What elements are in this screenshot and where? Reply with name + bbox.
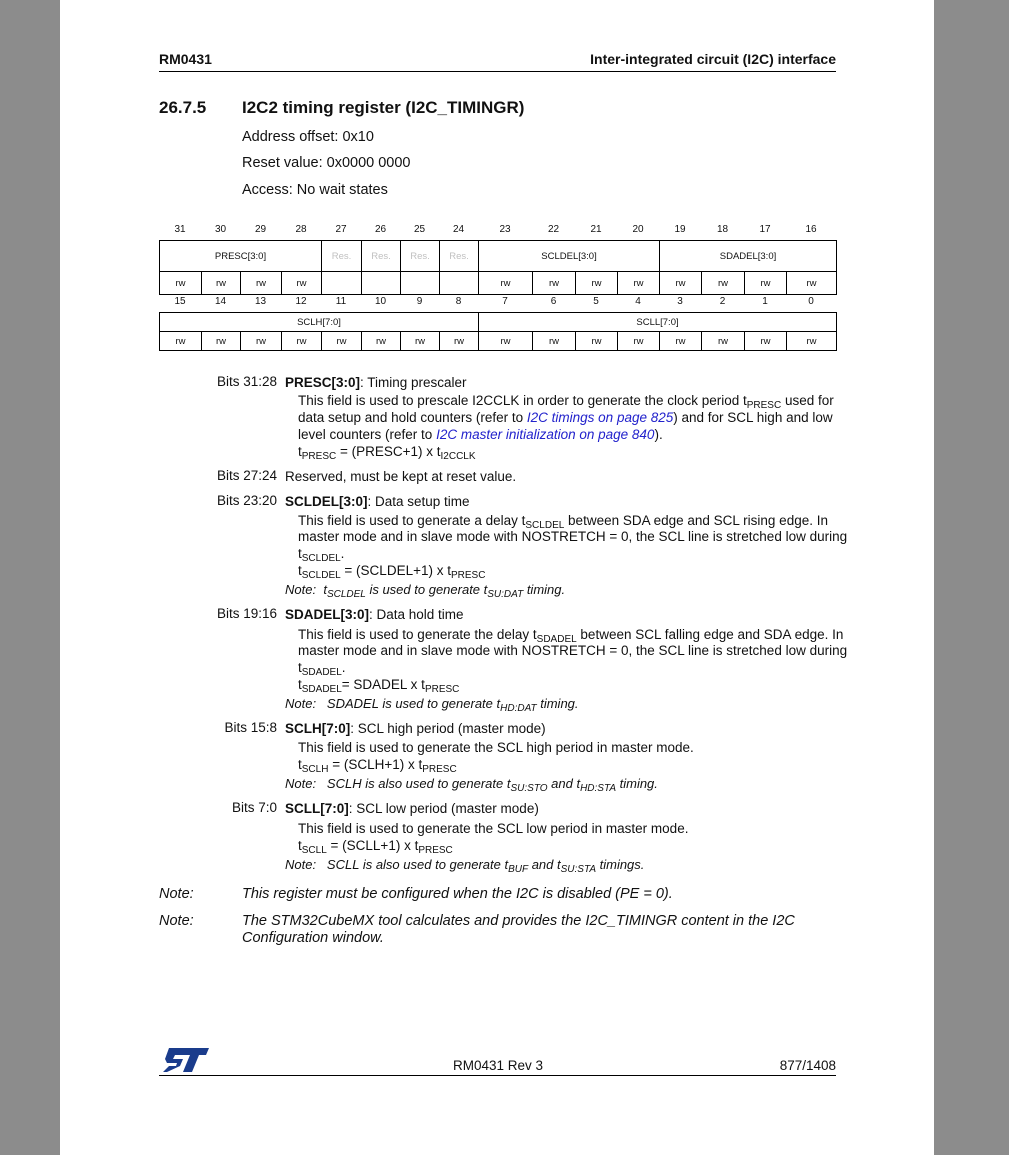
- bit-number: 8: [455, 296, 462, 307]
- note-text-1: This register must be configured when the I2C is disabled (PE = 0).: [242, 886, 673, 902]
- bit-number: 21: [590, 224, 602, 235]
- access-cell: rw: [201, 271, 241, 295]
- register-field: SCLH[7:0]: [159, 312, 479, 332]
- access-cell: rw: [439, 331, 479, 351]
- bit-number: 15: [174, 296, 186, 307]
- presc-desc-line1: This field is used to prescale I2CCLK in order to generate the clock period $t_{PRESC}$ used for: [298, 393, 834, 411]
- sclh-note: Note: SCLH is also used to generate $t_{SU:STO}$ and $t_{HD:STA}$ timing.: [285, 776, 658, 794]
- bit-number: 28: [295, 224, 307, 235]
- access-cell: rw: [281, 271, 322, 295]
- access-cell: rw: [532, 331, 576, 351]
- bits-label-reserved: Bits 27:24: [216, 468, 277, 483]
- footer-doc-rev: RM0431 Rev 3: [453, 1058, 544, 1073]
- access-cell: rw: [478, 331, 533, 351]
- field-title-scldel: SCLDEL[3:0]: Data setup time: [285, 494, 470, 509]
- access-cell: rw: [159, 271, 202, 295]
- right-gutter: [934, 0, 1009, 1155]
- bits-label-scldel: Bits 23:20: [216, 493, 277, 508]
- access-cell: rw: [159, 331, 202, 351]
- register-field: SCLL[7:0]: [478, 312, 837, 332]
- bit-number: 25: [413, 224, 426, 235]
- note-label-2: Note:: [159, 913, 194, 929]
- bit-number: 29: [254, 224, 267, 235]
- access-cell: rw: [786, 271, 837, 295]
- link-i2c-master-init[interactable]: I2C master initialization on page 840: [436, 427, 655, 442]
- access-cell: [321, 271, 362, 295]
- presc-desc-line3: level counters (refer to I2C master initialization on page 840).: [298, 427, 663, 442]
- access-cell: rw: [201, 331, 241, 351]
- bit-number: 27: [335, 224, 347, 235]
- bit-number: 10: [374, 296, 387, 307]
- footer-rule: [159, 1075, 836, 1076]
- bit-number: 22: [547, 224, 560, 235]
- sdadel-desc-line3: $t_{SDADEL}$.: [298, 660, 346, 678]
- chapter-title: Inter-integrated circuit (I2C) interface: [590, 51, 836, 67]
- reserved-desc: Reserved, must be kept at reset value.: [285, 469, 517, 484]
- note-text-2: The STM32CubeMX tool calculates and provides the I2C_TIMINGR content in the I2C Configuration window.: [242, 913, 795, 946]
- bit-number: 6: [550, 296, 557, 307]
- access-cell: rw: [744, 331, 787, 351]
- sdadel-note: Note: SDADEL is used to generate $t_{HD:DAT}$ timing.: [285, 696, 579, 714]
- access-cell: rw: [575, 331, 618, 351]
- access-cell: [361, 271, 401, 295]
- sclh-formula: $t_{SCLH}$ = (SCLH+1) x $t_{PRESC}$: [298, 757, 457, 775]
- scll-desc-line1: This field is used to generate the SCL low period in master mode.: [298, 821, 689, 836]
- note-label-1: Note:: [159, 886, 194, 902]
- link-i2c-timings[interactable]: I2C timings on page 825: [526, 410, 674, 425]
- access-cell: rw: [617, 271, 660, 295]
- bit-number: 12: [295, 296, 307, 307]
- bit-number: 5: [593, 296, 599, 307]
- register-field: SDADEL[3:0]: [659, 240, 837, 272]
- bit-number: 9: [416, 296, 423, 307]
- left-gutter: [0, 0, 60, 1155]
- scll-note: Note: SCLL is also used to generate $t_{BUF}$ and $t_{SU:STA}$ timings.: [285, 857, 645, 875]
- sdadel-desc-line2: master mode and in slave mode with NOSTRETCH = 0, the SCL line is stretched low during: [298, 643, 848, 658]
- access-cell: rw: [240, 271, 282, 295]
- bit-number: 24: [452, 224, 465, 235]
- access-cell: rw: [240, 331, 282, 351]
- bit-number: 16: [805, 224, 817, 235]
- scldel-formula: $t_{SCLDEL}$ = (SCLDEL+1) x $t_{PRESC}$: [298, 563, 486, 581]
- access-cell: rw: [361, 331, 401, 351]
- bit-number: 26: [374, 224, 387, 235]
- field-title-sdadel: SDADEL[3:0]: Data hold time: [285, 607, 464, 622]
- register-field: Res.: [361, 240, 401, 272]
- document-page: [60, 0, 934, 1155]
- sclh-desc-line1: This field is used to generate the SCL high period in master mode.: [298, 740, 694, 755]
- register-field: Res.: [321, 240, 362, 272]
- bit-number: 23: [499, 224, 511, 235]
- access-cell: rw: [400, 331, 440, 351]
- access-cell: rw: [321, 331, 362, 351]
- bit-number: 2: [719, 296, 726, 307]
- doc-id: RM0431: [159, 51, 212, 67]
- bits-label-sclh: Bits 15:8: [224, 720, 277, 735]
- access-cell: rw: [617, 331, 660, 351]
- access-cell: [439, 271, 479, 295]
- bit-number: 14: [214, 296, 227, 307]
- register-field: SCLDEL[3:0]: [478, 240, 660, 272]
- access-cell: rw: [575, 271, 618, 295]
- field-title-sclh: SCLH[7:0]: SCL high period (master mode): [285, 721, 546, 736]
- scldel-note: Note: $t_{SCLDEL}$ is used to generate $t_{SU:DAT}$ timing.: [285, 582, 566, 600]
- footer-page-number: 877/1408: [779, 1058, 836, 1073]
- bit-number: 19: [674, 224, 686, 235]
- access-cell: rw: [659, 271, 702, 295]
- scldel-desc-line1: This field is used to generate a delay $t_{SCLDEL}$ between SDA edge and SCL rising edge. In: [298, 513, 828, 531]
- access-cell: rw: [478, 271, 533, 295]
- bit-number: 0: [808, 296, 814, 307]
- section-title: I2C2 timing register (I2C_TIMINGR): [242, 98, 525, 117]
- reset-value: Reset value: 0x0000 0000: [242, 155, 411, 171]
- scll-formula: $t_{SCLL}$ = (SCLL+1) x $t_{PRESC}$: [298, 838, 453, 856]
- access-cell: rw: [786, 331, 837, 351]
- scldel-desc-line2: master mode and in slave mode with NOSTRETCH = 0, the SCL line is stretched low during: [298, 529, 848, 544]
- register-field: Res.: [439, 240, 479, 272]
- section-number: 26.7.5: [159, 98, 207, 117]
- bit-number: 31: [174, 224, 186, 235]
- access-cell: rw: [701, 271, 745, 295]
- access-cell: rw: [281, 331, 322, 351]
- bit-number: 30: [214, 224, 227, 235]
- bits-label-presc: Bits 31:28: [216, 374, 277, 389]
- bit-number: 3: [677, 296, 683, 307]
- field-title-scll: SCLL[7:0]: SCL low period (master mode): [285, 801, 539, 816]
- bit-number: 20: [632, 224, 644, 235]
- bit-number: 4: [635, 296, 641, 307]
- bit-number: 11: [335, 296, 347, 307]
- sdadel-desc-line1: This field is used to generate the delay $t_{SDADEL}$ between SCL falling edge and SDA edge. In: [298, 627, 844, 645]
- access-info: Access: No wait states: [242, 182, 388, 198]
- bits-label-scll: Bits 7:0: [231, 800, 277, 815]
- access-cell: rw: [532, 271, 576, 295]
- field-title-presc: PRESC[3:0]: Timing prescaler: [285, 375, 467, 390]
- sdadel-formula: $t_{SDADEL}=$ SDADEL x $t_{PRESC}$: [298, 677, 460, 695]
- presc-desc-line2: data setup and hold counters (refer to I2C timings on page 825) and for SCL high and low: [298, 410, 833, 425]
- scldel-desc-line3: $t_{SCLDEL}$.: [298, 546, 345, 564]
- bit-number: 18: [716, 224, 729, 235]
- access-cell: [400, 271, 440, 295]
- register-field: PRESC[3:0]: [159, 240, 322, 272]
- bit-number: 17: [759, 224, 771, 235]
- bit-number: 13: [254, 296, 267, 307]
- bits-label-sdadel: Bits 19:16: [216, 606, 277, 621]
- access-cell: rw: [659, 331, 702, 351]
- access-cell: rw: [744, 271, 787, 295]
- header-rule: [159, 71, 836, 72]
- access-cell: rw: [701, 331, 745, 351]
- address-offset: Address offset: 0x10: [242, 129, 374, 145]
- register-field: Res.: [400, 240, 440, 272]
- bit-number: 1: [762, 296, 768, 307]
- presc-formula: $t_{PRESC}$ = (PRESC+1) x $t_{I2CCLK}$: [298, 444, 476, 462]
- bit-number: 7: [502, 296, 508, 307]
